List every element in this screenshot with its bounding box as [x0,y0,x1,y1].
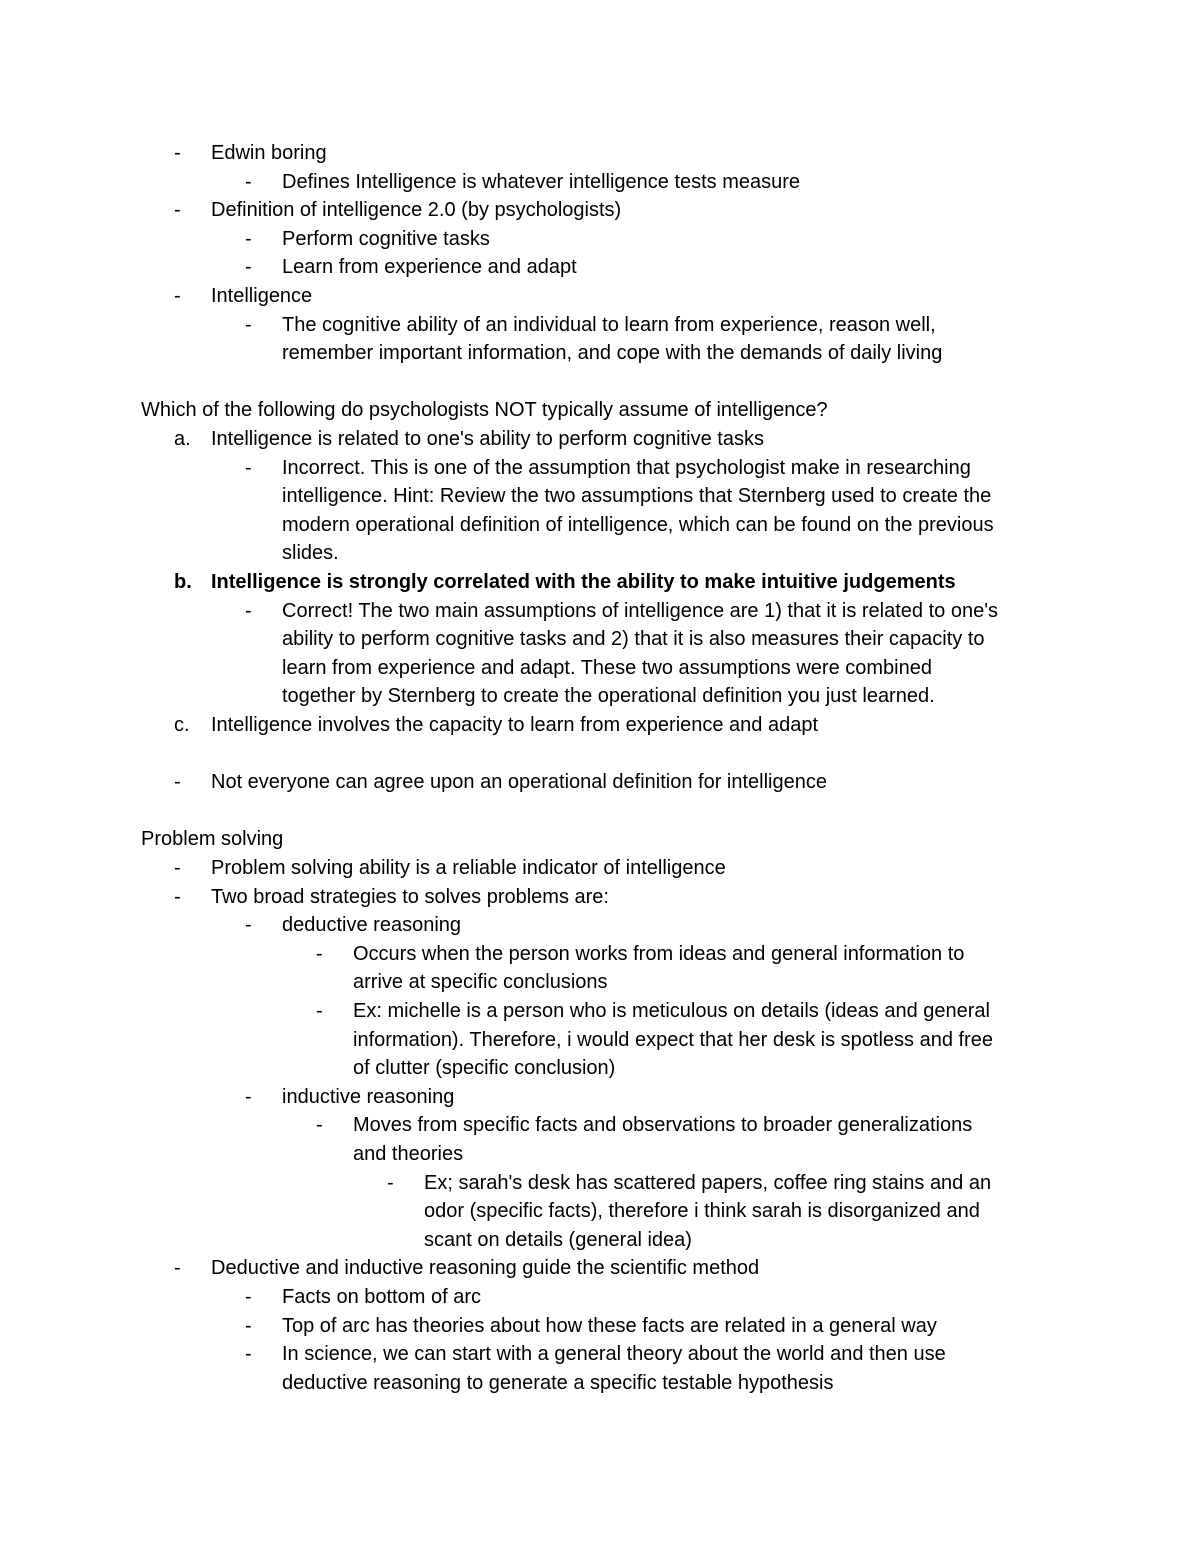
bullet-dash-marker: - [245,1085,252,1108]
bullet-dash-marker: - [245,599,252,622]
list-item-text: and theories [353,1143,464,1165]
list-item-text: Two broad strategies to solves problems are: [211,885,609,908]
bullet-dash-marker: - [174,142,181,164]
bullet-dash-marker: - [245,456,252,479]
list-item-text: scant on details (general idea) [424,1228,692,1251]
list-item-text: ability to perform cognitive tasks and 2) that it is also measures their capacity to [282,628,985,651]
list-item-text: Intelligence involves the capacity to learn from experience and adapt [211,714,819,736]
list-item-text: odor (specific facts), therefore i think sarah is disorganized and [424,1200,980,1223]
list-item-text: Deductive and inductive reasoning guide the scientific method [211,1257,760,1280]
list-item-text: deductive reasoning to generate a specific testable hypothesis [282,1371,834,1394]
list-item-text: In science, we can start with a general theory about the world and then use [282,1343,946,1366]
list-item-text: deductive reasoning [282,914,462,937]
list-item-text: Occurs when the person works from ideas and general information to [353,942,965,965]
list-item-text: Correct! The two main assumptions of intelligence are 1) that it is related to one's [282,599,999,622]
list-item-text: intelligence. Hint: Review the two assumptions that Sternberg used to create the [282,485,992,508]
bullet-dash-marker: - [387,1171,394,1194]
list-item-text: together by Sternberg to create the operational definition you just learned. [282,685,935,708]
list-item-text: arrive at specific conclusions [353,971,608,994]
bullet-dash-marker: - [316,942,323,965]
bullet-dash-marker: - [174,885,181,908]
list-item-text: modern operational definition of intelligence, which can be found on the previous [282,513,994,536]
bullet-dash-marker: - [316,1114,323,1137]
list-item-text: inductive reasoning [282,1085,455,1108]
bullet-dash-marker: - [245,1314,252,1337]
list-item-text: Moves from specific facts and observations to broader generalizations [353,1114,973,1137]
bullet-dash-marker: - [174,1257,181,1280]
list-item-text: information). Therefore, i would expect that her desk is spotless and free [353,1028,993,1051]
list-item-text: Facts on bottom of arc [282,1286,481,1308]
bullet-dash-marker: - [245,227,252,250]
list-letter-marker: c. [174,714,190,736]
list-item-text: Top of arc has theories about how these facts are related in a general way [282,1314,937,1337]
bullet-dash-marker: - [245,1343,252,1366]
paragraph-text: Problem solving [141,828,284,851]
list-item-text: Intelligence [211,285,313,307]
list-letter-marker: b. [174,571,192,593]
list-item-text: Not everyone can agree upon an operational definition for intelligence [211,771,827,794]
list-item-text: Defines Intelligence is whatever intelligence tests measure [282,170,801,193]
list-item-text: Incorrect. This is one of the assumption that psychologist make in researching [282,456,971,479]
bullet-dash-marker: - [245,170,252,193]
bullet-dash-marker: - [174,199,181,222]
list-letter-marker: a. [174,428,191,450]
bullet-dash-marker: - [174,771,181,794]
list-item-text: of clutter (specific conclusion) [353,1057,616,1080]
bullet-dash-marker: - [245,914,252,937]
bullet-dash-marker: - [316,1000,323,1022]
list-item-text: Ex; sarah's desk has scattered papers, coffee ring stains and an [424,1171,992,1194]
paragraph-text: Which of the following do psychologists NOT typically assume of intelligence? [141,399,828,422]
list-item-text: Definition of intelligence 2.0 (by psychologists) [211,199,622,222]
bullet-dash-marker: - [245,313,252,336]
list-item-text: Learn from experience and adapt [282,256,577,279]
list-item-text: slides. [282,542,339,565]
list-item-text: Problem solving ability is a reliable indicator of intelligence [211,857,726,879]
list-item-text: Intelligence is strongly correlated with the ability to make intuitive judgements [211,571,956,593]
bullet-dash-marker: - [245,256,252,279]
bullet-dash-marker: - [245,1286,252,1308]
list-item-text: Perform cognitive tasks [282,227,490,250]
list-item-text: remember important information, and cope with the demands of daily living [282,342,943,365]
list-item-text: learn from experience and adapt. These two assumptions were combined [282,656,932,679]
list-item-text: Intelligence is related to one's ability to perform cognitive tasks [211,428,764,450]
bullet-dash-marker: - [174,857,181,879]
list-item-text: The cognitive ability of an individual to learn from experience, reason well, [282,313,936,336]
list-item-text: Edwin boring [211,142,327,164]
list-item-text: Ex: michelle is a person who is meticulous on details (ideas and general [353,1000,991,1022]
bullet-dash-marker: - [174,285,181,307]
